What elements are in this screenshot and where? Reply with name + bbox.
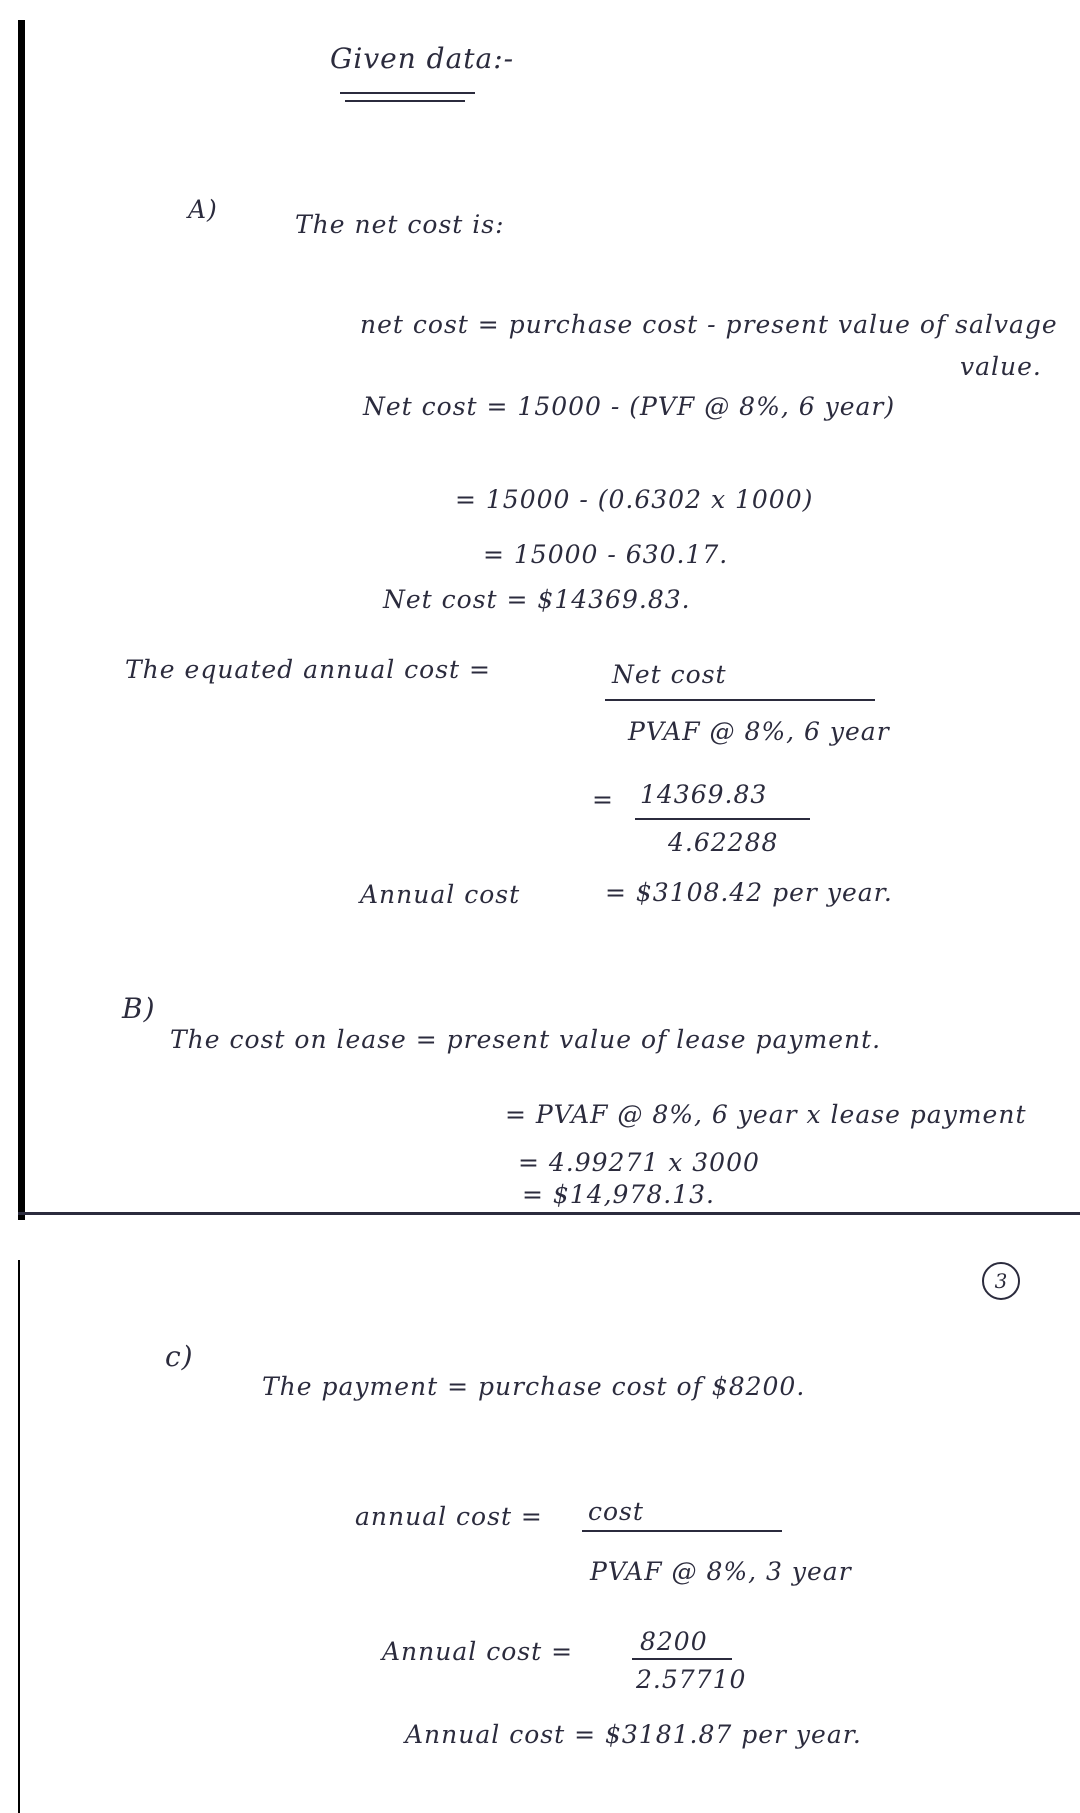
lease-cost-line-1: The cost on lease = present value of lease payment. bbox=[170, 1025, 882, 1054]
annual-cost-value: = $3108.42 per year. bbox=[605, 878, 893, 907]
annual-cost-label: Annual cost bbox=[360, 880, 521, 909]
equated-numerator-value: 14369.83 bbox=[640, 780, 768, 809]
equated-fraction-bar bbox=[605, 699, 875, 701]
lease-cost-line-3: = 4.99271 x 3000 bbox=[518, 1148, 760, 1177]
net-cost-result: Net cost = $14369.83. bbox=[383, 585, 691, 614]
net-cost-line-1: Net cost = 15000 - (PVF @ 8%, 6 year) bbox=[363, 392, 896, 421]
part-b-label: B) bbox=[122, 992, 156, 1025]
net-cost-formula-cont: value. bbox=[960, 352, 1042, 381]
page-number: 3 bbox=[982, 1262, 1020, 1300]
lease-cost-line-4: = $14,978.13. bbox=[522, 1180, 715, 1209]
net-cost-line-2: = 15000 - (0.6302 x 1000) bbox=[455, 485, 814, 514]
annual-cost-formula-numerator: cost bbox=[588, 1497, 644, 1526]
margin-line-top bbox=[18, 20, 25, 1220]
part-c-label: c) bbox=[165, 1340, 194, 1373]
annual-cost-result: Annual cost = $3181.87 per year. bbox=[405, 1720, 862, 1749]
annual-cost-formula-bar bbox=[582, 1530, 782, 1532]
annual-cost-value-label: Annual cost = bbox=[382, 1637, 574, 1666]
annual-cost-formula-denominator: PVAF @ 8%, 3 year bbox=[590, 1557, 852, 1586]
net-cost-line-3: = 15000 - 630.17. bbox=[483, 540, 729, 569]
part-a-intro: The net cost is: bbox=[295, 210, 505, 239]
margin-line-bottom bbox=[18, 1260, 20, 1813]
equated-denominator: PVAF @ 8%, 6 year bbox=[628, 717, 890, 746]
equated-equals: = bbox=[592, 785, 614, 814]
lease-cost-line-2: = PVAF @ 8%, 6 year x lease payment bbox=[505, 1100, 1027, 1129]
equated-cost-label: The equated annual cost = bbox=[125, 655, 491, 684]
equated-value-bar bbox=[635, 818, 810, 820]
part-a-label: A) bbox=[188, 195, 218, 224]
title-underline-2 bbox=[345, 100, 465, 102]
annual-cost-value-denominator: 2.57710 bbox=[636, 1665, 747, 1694]
page-title: Given data:- bbox=[330, 42, 515, 75]
section-divider bbox=[18, 1212, 1080, 1215]
title-underline bbox=[340, 92, 475, 94]
equated-denominator-value: 4.62288 bbox=[668, 828, 779, 857]
equated-numerator: Net cost bbox=[612, 660, 727, 689]
payment-line: The payment = purchase cost of $8200. bbox=[262, 1372, 806, 1401]
annual-cost-formula-label: annual cost = bbox=[355, 1502, 543, 1531]
annual-cost-value-bar bbox=[632, 1658, 732, 1660]
annual-cost-value-numerator: 8200 bbox=[640, 1627, 708, 1656]
net-cost-formula: net cost = purchase cost - present value of salvage bbox=[360, 310, 1058, 339]
